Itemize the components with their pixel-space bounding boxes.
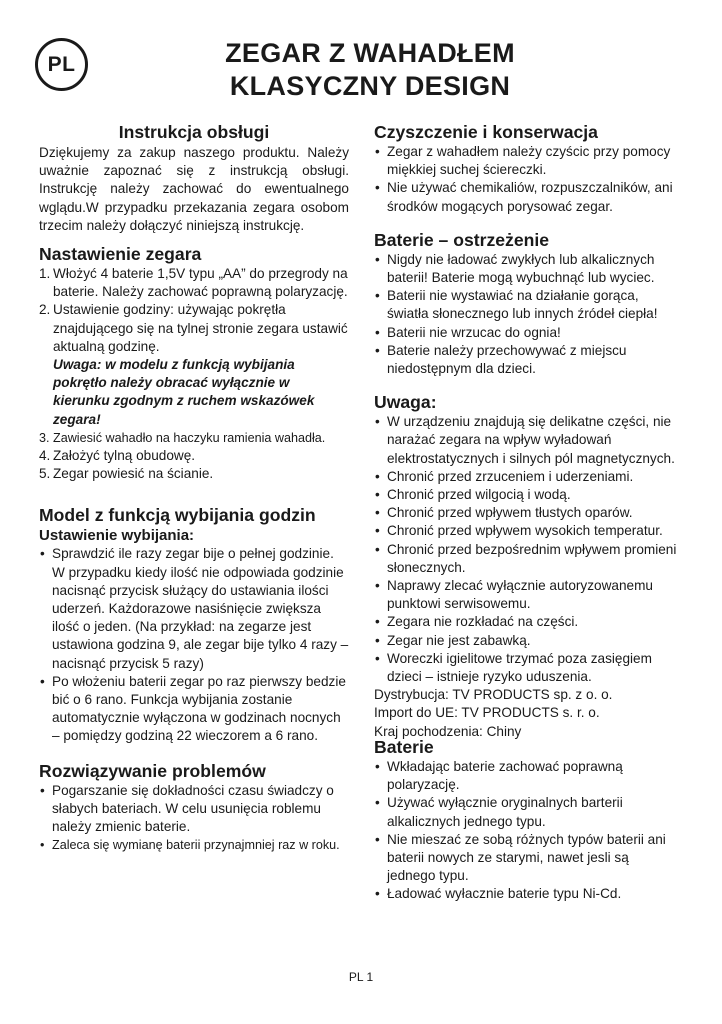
list-item: • Nie używać chemikaliów, rozpuszczalników, ani środków mogących porysować zegar. — [375, 180, 673, 214]
list-item: • Pogarszanie się dokładności czasu świadczy o słabych bateriach. W celu usunięcia roblemu należy zmienic baterie. — [40, 782, 334, 835]
setup-steps-after — [39, 429, 349, 484]
chime-heading: Model z funkcją wybijania godzin — [39, 505, 316, 526]
intro-text: Dziękujemy za zakup naszego produktu. Należy uważnie zapoznać się z instrukcją obsługi. Instrukcję należy zachować do ewentualnego wglądu.W przypadku przekazania zegara osobom trzecim należy dołączyć niniejszą instrukcję. — [39, 145, 349, 233]
list-item: • Baterie należy przechowywać z miejscu niedostępnym dla dzieci. — [375, 342, 627, 377]
list-item: • Baterii nie wrzucac do ognia! — [375, 324, 561, 340]
left-column — [39, 122, 349, 855]
setup-heading: Nastawienie zegara — [39, 244, 202, 265]
page-number: PL 1 — [348, 970, 374, 984]
chime-subheading: Ustawienie wybijania: — [39, 527, 195, 545]
setup-step: 2. Ustawienie godziny: używając pokrętła znajdującego się na tylnej stronie zegara ustawić aktualną godzinę. — [39, 302, 348, 354]
right-column — [374, 122, 680, 904]
setup-step: 1. Włożyć 4 baterie 1,5V typu „AA” do przegrody na baterie. Należy zachować poprawną polaryzację. — [39, 266, 348, 300]
setup-step: 4. Założyć tylną obudowę. — [39, 448, 196, 464]
list-item: • Po włożeniu baterii zegar po raz pierwszy bedzie bić o 6 rano. Funkcja wybijania zostanie automatycznie wyłączona w godzinach nocnych – pomiędzy godziną 22 wieczorem a 6 rano. — [40, 673, 346, 744]
caution-list — [374, 413, 680, 686]
page-title-line-2: KLASYCZNY DESIGN — [229, 71, 511, 101]
troubleshooting-list — [39, 782, 349, 855]
language-badge: PL — [35, 38, 88, 91]
caution-heading: Uwaga: — [374, 392, 437, 413]
importer-text: Import do UE: TV PRODUCTS s. r. o. — [374, 705, 600, 721]
list-item: • Ładować wyłacznie baterie typu Ni-Cd. — [375, 886, 622, 902]
cleaning-list — [374, 143, 680, 216]
list-item: • Chronić przed bezpośrednim wpływem promieni słonecznych. — [375, 541, 677, 575]
setup-step: 3. Zawiesić wahadło na haczyku ramienia wahadła. — [39, 430, 326, 445]
battery-warning-heading: Baterie – ostrzeżenie — [374, 229, 550, 250]
setup-warning: Uwaga: w modelu z funkcją wybijania pokrętło należy obracać wyłącznie w kierunku zgodnym z ruchem wskazówek zegara! — [53, 357, 315, 427]
list-item: • Chronić przed wilgocią i wodą. — [375, 487, 571, 503]
list-item: • Nigdy nie ładować zwykłych lub alkalicznych baterii! Baterie mogą wybuchnąć lub wyciec. — [375, 251, 655, 286]
battery-warning-list — [374, 251, 680, 378]
cleaning-heading: Czyszczenie i konserwacja — [374, 122, 598, 142]
setup-steps — [39, 265, 349, 356]
list-item: • Chronić przed wpływem wysokich temperatur. — [375, 523, 663, 539]
batteries-list — [374, 758, 680, 904]
list-item: • Zegara nie rozkładać na części. — [375, 614, 579, 630]
list-item: • Sprawdzić ile razy zegar bije o pełnej godzinie. W przypadku kiedy ilość nie odpowiada godzinie nacisnąć przycisk służący do ustawiania ilości uderzeń. Każdorazowe nasiśnięcie zwiększa ilość o jeden. (Na przykład: na zegarze jest ustawiona godzina 9, ale zegar bije tylko 4 razy – nacisnąć przycisk 5 razy) — [40, 546, 349, 671]
list-item: • Zegar nie jest zabawką. — [375, 632, 531, 648]
batteries-heading: Baterie — [374, 736, 434, 757]
list-item: • Używać wyłącznie oryginalnych barterii alkalicznych jednego typu. — [375, 795, 623, 829]
page-title-line-1: ZEGAR Z WAHADŁEM — [225, 38, 515, 68]
list-item: • Naprawy zlecać wyłącznie autoryzowanemu punktowi serwisowemu. — [375, 578, 653, 612]
list-item: • Zaleca się wymianę baterii przynajmniej raz w roku. — [40, 838, 340, 853]
list-item: • Wkładając baterie zachować poprawną polaryzację. — [375, 758, 623, 793]
list-item: • Nie mieszać ze sobą różnych typów baterii ani baterii nowych ze starymi, nawet jesli są jednego typu. — [375, 831, 666, 884]
distributor-text: Dystrybucja: TV PRODUCTS sp. z o. o. — [374, 687, 613, 703]
troubleshooting-heading: Rozwiązywanie problemów — [39, 760, 266, 781]
list-item: • Woreczki igielitowe trzymać poza zasięgiem dzieci – istnieje ryzyko uduszenia. — [375, 650, 652, 685]
origin-text: Kraj pochodzenia: Chiny — [374, 723, 522, 739]
list-item: • Chronić przed wpływem tłustych oparów. — [375, 505, 633, 521]
list-item: • Chronić przed zrzuceniem i uderzeniami. — [375, 468, 634, 484]
chime-list — [39, 545, 349, 745]
setup-step: 5. Zegar powiesić na ścianie. — [39, 466, 214, 482]
intro-heading: Instrukcja obsługi — [118, 122, 270, 142]
list-item: • Zegar z wahadłem należy czyścic przy pomocy miękkiej suchej ściereczki. — [375, 144, 671, 178]
list-item: • Baterii nie wystawiać na działanie gorąca, światła słonecznego lub innych źródeł ciepła! — [375, 288, 658, 322]
list-item: • W urządzeniu znajdują się delikatne części, nie narażać zegara na wpływ wyładowań elektrostatycznych i silnych pól magnetycznych. — [375, 414, 675, 466]
